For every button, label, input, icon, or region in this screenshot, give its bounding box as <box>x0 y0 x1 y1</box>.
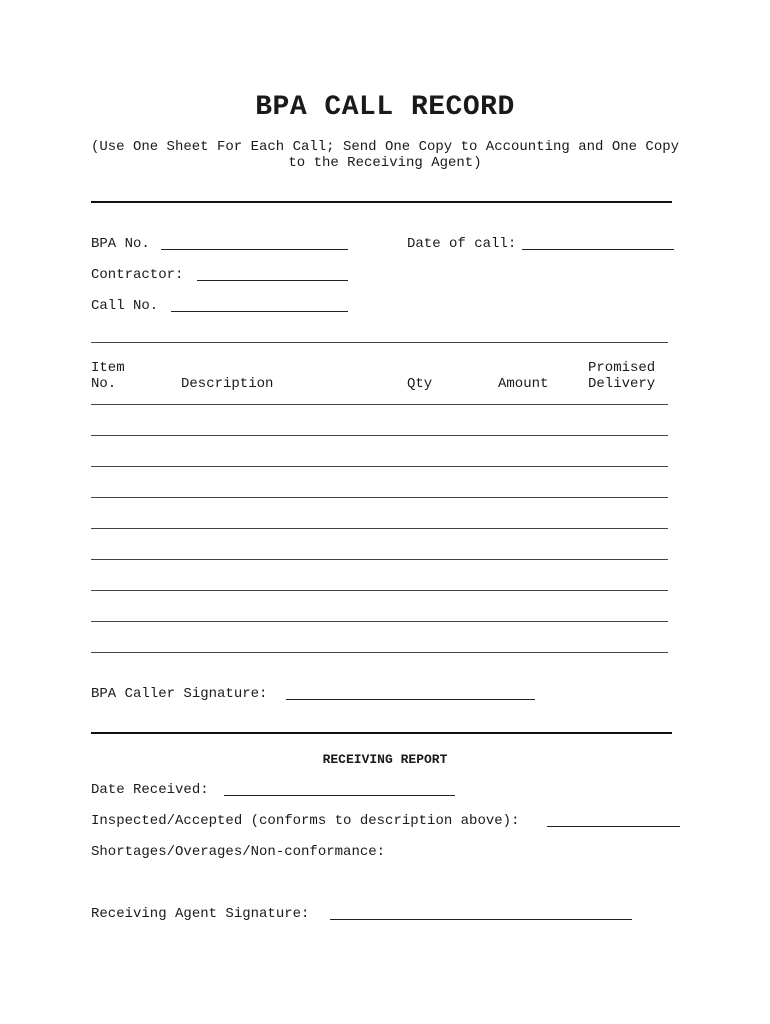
caller-signature-field[interactable] <box>286 699 535 700</box>
form-title: BPA CALL RECORD <box>255 92 515 123</box>
receiving-divider <box>91 732 672 734</box>
bpa-no-label: BPA No. <box>91 236 150 252</box>
header-divider <box>91 201 672 203</box>
contractor-label: Contractor: <box>91 267 184 283</box>
table-header-rule <box>91 404 668 405</box>
agent-signature-label: Receiving Agent Signature: <box>91 906 310 922</box>
table-row[interactable] <box>91 652 668 653</box>
date-of-call-label: Date of call: <box>407 236 517 252</box>
date-received-field[interactable] <box>224 795 455 796</box>
bpa-no-field[interactable] <box>161 249 348 250</box>
col-description-header: Description <box>181 376 274 392</box>
table-row[interactable] <box>91 435 668 436</box>
table-top-rule <box>91 342 668 343</box>
date-received-label: Date Received: <box>91 782 209 798</box>
col-promised-delivery-header: Promised Delivery <box>588 360 656 392</box>
receiving-report-title: RECEIVING REPORT <box>322 752 448 767</box>
shortages-label: Shortages/Overages/Non-conformance: <box>91 844 386 860</box>
form-instructions: (Use One Sheet For Each Call; Send One Copy to Accounting and One Copy to the Receiving Agent) <box>90 139 680 171</box>
table-row[interactable] <box>91 466 668 467</box>
call-no-field[interactable] <box>171 311 348 312</box>
caller-signature-label: BPA Caller Signature: <box>91 686 268 702</box>
table-row[interactable] <box>91 621 668 622</box>
col-qty-header: Qty <box>407 376 433 392</box>
table-row[interactable] <box>91 497 668 498</box>
table-row[interactable] <box>91 559 668 560</box>
col-amount-header: Amount <box>498 376 549 392</box>
inspected-accepted-label: Inspected/Accepted (conforms to description above): <box>91 813 520 829</box>
inspected-accepted-field[interactable] <box>547 826 680 827</box>
table-row[interactable] <box>91 528 668 529</box>
call-no-label: Call No. <box>91 298 159 314</box>
table-row[interactable] <box>91 590 668 591</box>
agent-signature-field[interactable] <box>330 919 632 920</box>
date-of-call-field[interactable] <box>522 249 674 250</box>
contractor-field[interactable] <box>197 280 348 281</box>
col-item-no-header: Item No. <box>91 360 125 392</box>
